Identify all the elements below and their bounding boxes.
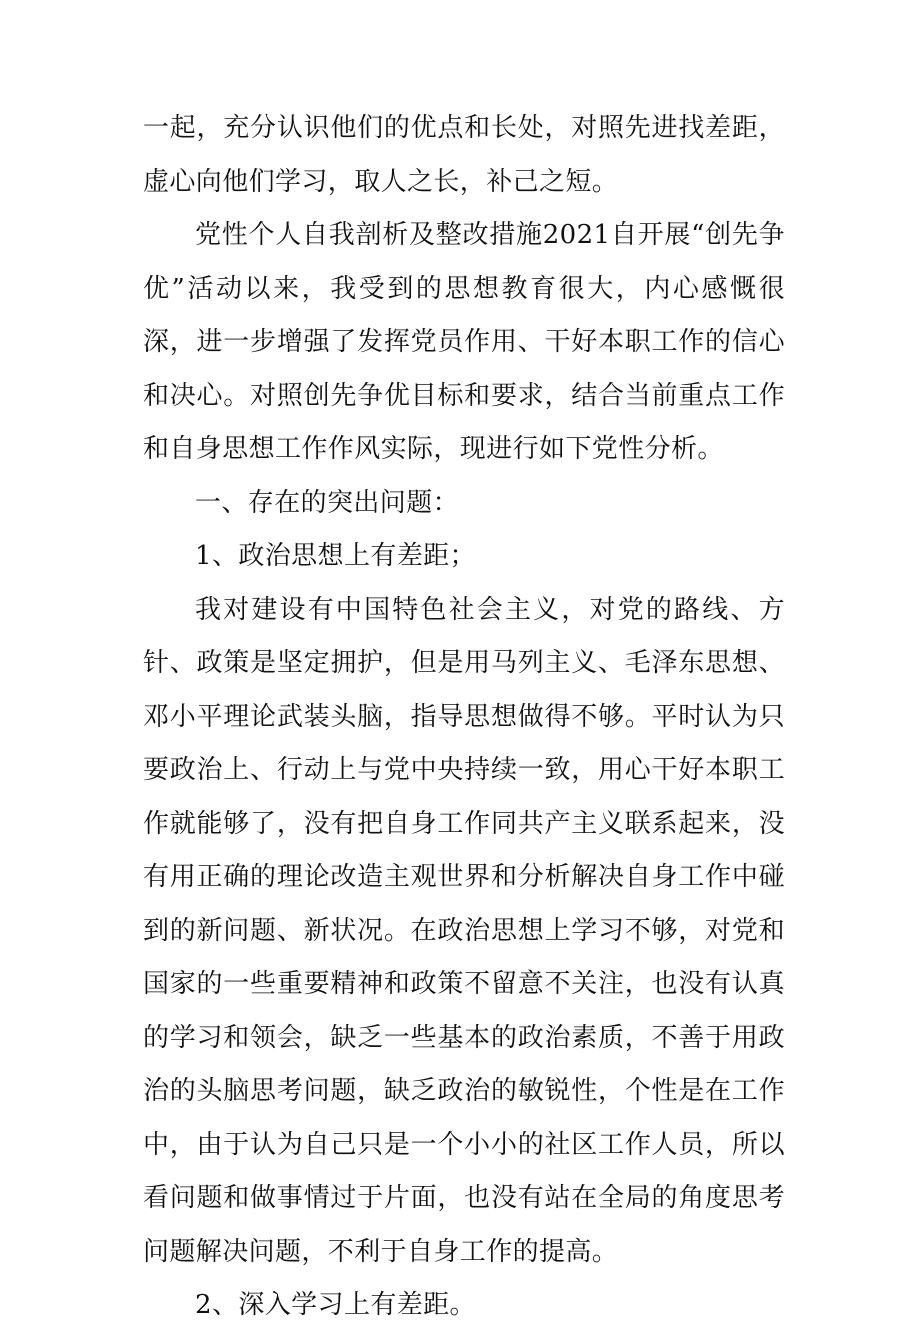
subsection-heading-2: 2、深入学习上有差距。 (195, 1290, 476, 1320)
paragraph-intro: 党性个人自我剖析及整改措施2021自开展“创先争优”活动以来，我受到的思想教育很大，内心感慨很深，进一步增强了发挥党员作用、干好本职工作的信心和决心。对照创先争优目标和要求，结合当前重点工作和自身思想工作作风实际，现进行如下党性分析。 (143, 220, 785, 464)
paragraph-continuation: 一起，充分认识他们的优点和长处，对照先进找差距，虚心向他们学习，取人之长，补己之短。 (143, 113, 785, 197)
paragraph-political-thought: 我对建设有中国特色社会主义，对党的路线、方针、政策是坚定拥护，但是用马列主义、毛泽东思想、邓小平理论武装头脑，指导思想做得不够。平时认为只要政治上、行动上与党中央持续一致，用心干好本职工作就能够了，没有把自身工作同共产主义联系起来，没有用正确的理论改造主观世界和分析解决自身工作中碰到的新问题、新状况。在政治思想上学习不够，对党和国家的一些重要精神和政策不留意不关注，也没有认真的学习和领会，缺乏一些基本的政治素质，不善于用政治的头脑思考问题，缺乏政治的敏锐性，个性是在工作中，由于认为自己只是一个小小的社区工作人员，所以看问题和做事情过于片面，也没有站在全局的角度思考问题解决问题，不利于自身工作的提高。 (143, 594, 785, 1267)
section-heading: 一、存在的突出问题： (195, 487, 460, 518)
document-body (143, 102, 785, 1333)
subsection-heading-1: 1、政治思想上有差距； (195, 541, 476, 571)
